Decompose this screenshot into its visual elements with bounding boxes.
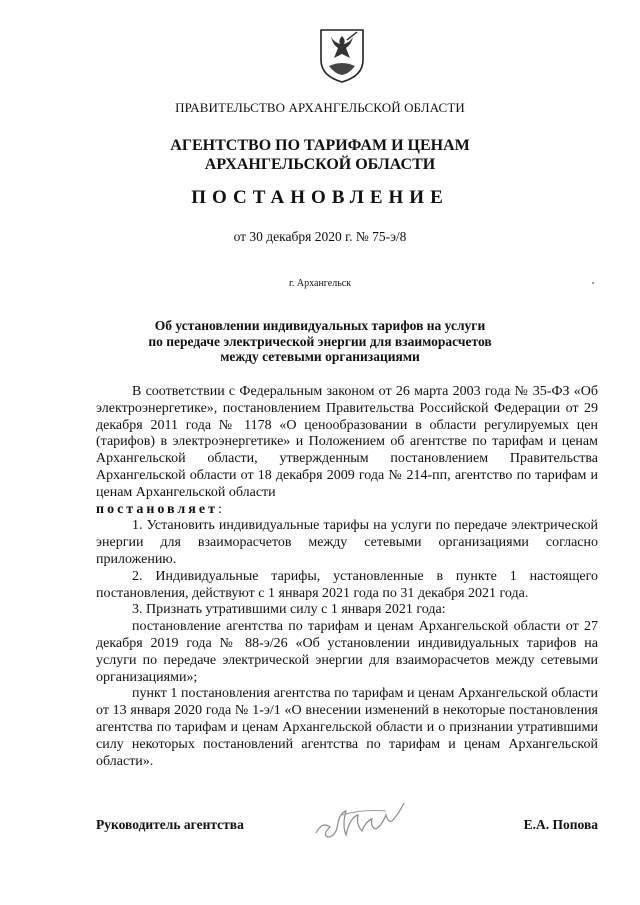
item-3: 3. Признать утратившими силу с 1 января 2021 года: [132,602,446,618]
agency-name [0,136,640,174]
decree-word: постановляет [96,501,218,517]
document-body [96,384,598,770]
item-3a: постановление агентства по тарифам и ценам Архангельской области от 27 декабря 2019 года № 88-э/26 «Об установлении индивидуальных тарифов на услуги по передаче электрической энергии для взаиморасчетов между сетевыми организациями»; [96,619,598,685]
subject-line2: по передаче электрической энергии для взаиморасчетов [148,333,492,349]
decree-line [96,502,598,519]
document-city: г. Архангельск [288,278,352,289]
subject-line1: Об установлении индивидуальных тарифов на услуги [154,318,486,333]
scan-speck [592,282,594,284]
signer-position: Руководитель агентства [96,817,244,832]
item-1: 1. Установить индивидуальные тарифы на услуги по передаче электрической энергии для взаиморасчетов между сетевыми организациями согласно приложению. [96,518,598,567]
signature-row [96,817,598,841]
intro-paragraph: В соответствии с Федеральным законом от 26 марта 2003 года № 35-ФЗ «Об электроэнергетике», постановлением Правительства Российской Федерации от 29 декабря 2011 года № 1178 «О ценообразовании в области регулируемых цен (тарифов) в электроэнергетике» и Положением об агентстве по тарифам и ценам Архангельской области, утвержденным постановлением Правительства Архангельской области от 18 декабря 2009 года № 214-пп, агентство по тарифам и ценам Архангельской области [96,384,598,500]
document-type: ПОСТАНОВЛЕНИЕ [191,187,449,208]
signer-name: Е.А. Попова [523,817,598,832]
document-subject [0,318,640,365]
agency-name-line1: АГЕНТСТВО ПО ТАРИФАМ И ЦЕНАМ [170,137,470,154]
agency-name-line2: АРХАНГЕЛЬСКОЙ ОБЛАСТИ [204,156,436,173]
coat-of-arms-icon [317,26,367,84]
item-3b: пункт 1 постановления агентства по тарифам и ценам Архангельской области от 13 января 2020 года № 1-э/1 «О внесении изменений в некоторые постановления агентства по тарифам и ценам Архангельской области и о признании утратившими силу некоторых постановлений агентства по тарифам и ценам Архангельской области». [96,686,598,769]
document-date-number: от 30 декабря 2020 г. № 75-э/8 [233,229,407,244]
government-name: ПРАВИТЕЛЬСТВО АРХАНГЕЛЬСКОЙ ОБЛАСТИ [175,100,465,115]
decree-colon: : [217,501,222,517]
item-2: 2. Индивидуальные тарифы, установленные в пункте 1 настоящего постановления, действуют с 1 января 2021 года по 31 декабря 2021 года. [96,568,598,601]
subject-line3: между сетевыми организациями [220,349,420,364]
